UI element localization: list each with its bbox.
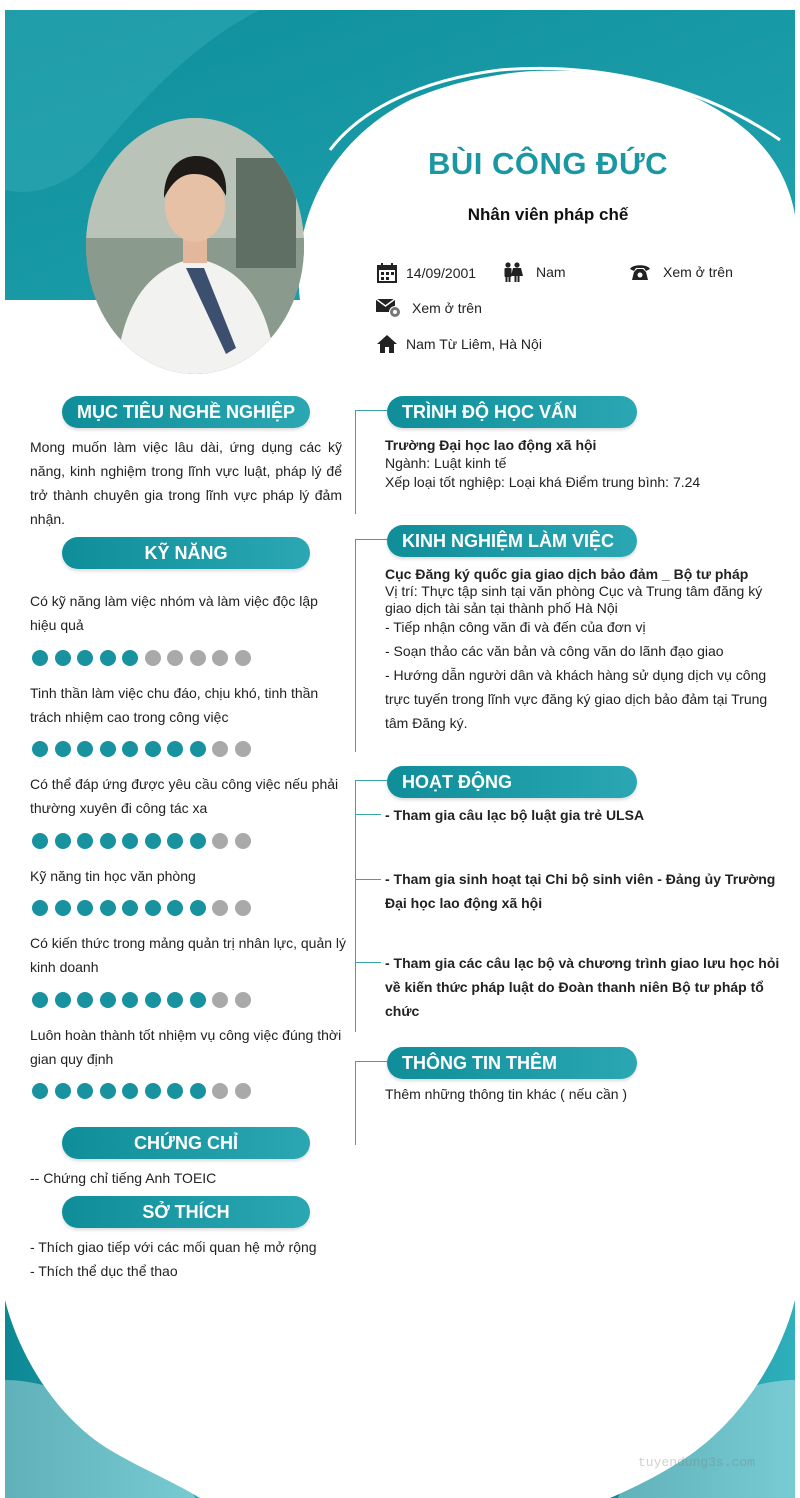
skill-text-6: Luôn hoàn thành tốt nhiệm vụ công việc đúng thời gian quy định — [30, 1027, 342, 1067]
rating-dot-filled — [32, 900, 48, 916]
hobby-item-2: - Thích thể dục thể thao — [30, 1263, 178, 1279]
rating-dot-filled — [77, 650, 93, 666]
rating-dot-empty — [167, 650, 183, 666]
timeline-line-extra — [355, 1061, 356, 1145]
skills-heading: KỸ NĂNG — [62, 537, 310, 569]
rating-dot-filled — [122, 1083, 138, 1099]
skill-text-2: Tinh thần làm việc chu đáo, chịu khó, tinh thần trách nhiệm cao trong công việc — [30, 685, 319, 725]
rating-dot-filled — [77, 992, 93, 1008]
rating-dot-filled — [100, 992, 116, 1008]
experience-company: Cục Đăng ký quốc gia giao dịch bảo đảm _ Bộ tư pháp — [385, 566, 749, 582]
gender-value: Nam — [536, 264, 566, 280]
rating-dot-filled — [100, 900, 116, 916]
skill-rating-4 — [32, 900, 257, 916]
activity-item-2: - Tham gia sinh hoạt tại Chi bộ sinh viên - Đảng ủy Trường Đại học lao động xã hội — [385, 871, 776, 911]
certificate-item: -- Chứng chỉ tiếng Anh TOEIC — [30, 1170, 217, 1186]
rating-dot-filled — [190, 833, 206, 849]
rating-dot-empty — [212, 1083, 228, 1099]
timeline-line-activities — [355, 780, 356, 1032]
experience-task-3: - Hướng dẫn người dân và khách hàng sử dụng dịch vụ công trực tuyến trong lĩnh vực đăng ký giao dịch bảo đảm tại Trung tâm Đăng ký. — [385, 667, 768, 731]
rating-dot-empty — [235, 741, 251, 757]
rating-dot-empty — [212, 650, 228, 666]
rating-dot-filled — [190, 1083, 206, 1099]
address-value: Nam Từ Liêm, Hà Nội — [406, 336, 542, 352]
rating-dot-filled — [77, 833, 93, 849]
email-info — [376, 298, 482, 318]
rating-dot-filled — [167, 992, 183, 1008]
activity-item-1: - Tham gia câu lạc bộ luật gia trẻ ULSA — [385, 807, 645, 823]
timeline-line-education — [355, 410, 356, 514]
rating-dot-filled — [145, 900, 161, 916]
rating-dot-filled — [122, 650, 138, 666]
rating-dot-filled — [100, 833, 116, 849]
rating-dot-filled — [100, 650, 116, 666]
extra-text: Thêm những thông tin khác ( nếu cần ) — [385, 1086, 628, 1102]
timeline-tick-extra — [355, 1061, 387, 1062]
home-icon — [376, 334, 398, 354]
objective-heading: MỤC TIÊU NGHỀ NGHIỆP — [62, 396, 310, 428]
phone-icon — [629, 262, 651, 282]
rating-dot-filled — [100, 741, 116, 757]
education-school: Trường Đại học lao động xã hội — [385, 437, 597, 453]
rating-dot-empty — [235, 1083, 251, 1099]
rating-dot-filled — [145, 741, 161, 757]
rating-dot-filled — [32, 741, 48, 757]
experience-position: Vị trí: Thực tập sinh tại văn phòng Cục và Trung tâm đăng ký giao dịch tài sản tại thành phố Hà Nội — [385, 583, 763, 616]
rating-dot-filled — [167, 900, 183, 916]
profile-photo — [86, 118, 304, 374]
rating-dot-filled — [100, 1083, 116, 1099]
rating-dot-filled — [55, 1083, 71, 1099]
skill-rating-5 — [32, 992, 257, 1008]
extra-heading: THÔNG TIN THÊM — [387, 1047, 637, 1079]
birthday-value: 14/09/2001 — [406, 265, 477, 281]
timeline-tick-activity-3 — [355, 962, 381, 963]
gender-info — [502, 262, 566, 282]
experience-task-2: - Soạn thảo các văn bản và công văn do lãnh đạo giao — [385, 643, 724, 659]
education-heading: TRÌNH ĐỘ HỌC VẤN — [387, 396, 637, 428]
skill-rating-3 — [32, 833, 257, 849]
email-value: Xem ở trên — [412, 300, 482, 316]
hobby-item-1: - Thích giao tiếp với các mối quan hệ mở rộng — [30, 1239, 317, 1255]
rating-dot-filled — [167, 833, 183, 849]
skill-text-4: Kỹ năng tin học văn phòng — [30, 868, 196, 884]
rating-dot-filled — [190, 741, 206, 757]
rating-dot-filled — [32, 833, 48, 849]
rating-dot-filled — [32, 1083, 48, 1099]
rating-dot-filled — [55, 650, 71, 666]
rating-dot-filled — [55, 833, 71, 849]
email-icon — [376, 298, 402, 318]
skill-text-1: Có kỹ năng làm việc nhóm và làm việc độc lập hiệu quả — [30, 593, 318, 633]
timeline-tick-education — [355, 410, 387, 411]
timeline-tick-activity-2 — [355, 879, 381, 880]
rating-dot-empty — [235, 650, 251, 666]
rating-dot-empty — [235, 833, 251, 849]
rating-dot-filled — [122, 833, 138, 849]
rating-dot-filled — [190, 992, 206, 1008]
phone-value: Xem ở trên — [663, 264, 733, 280]
timeline-line-experience — [355, 539, 356, 752]
skill-text-5: Có kiến thức trong mảng quản trị nhân lực, quản lý kinh doanh — [30, 935, 347, 975]
rating-dot-filled — [32, 992, 48, 1008]
objective-text: Mong muốn làm việc lâu dài, ứng dụng các kỹ năng, kinh nghiệm trong lĩnh vực luật, pháp lý để trở thành chuyên gia trong lĩnh vực pháp lý đảm nhận. — [30, 439, 342, 527]
education-grade: Xếp loại tốt nghiệp: Loại khá Điểm trung bình: 7.24 — [385, 474, 701, 490]
rating-dot-filled — [55, 992, 71, 1008]
activities-heading: HOẠT ĐỘNG — [387, 766, 637, 798]
candidate-name: BÙI CÔNG ĐỨC — [427, 146, 669, 181]
rating-dot-empty — [212, 992, 228, 1008]
rating-dot-empty — [212, 833, 228, 849]
rating-dot-filled — [122, 900, 138, 916]
timeline-tick-activities — [355, 780, 387, 781]
rating-dot-filled — [167, 1083, 183, 1099]
education-major: Ngành: Luật kinh tế — [385, 455, 507, 471]
rating-dot-filled — [145, 833, 161, 849]
skill-rating-1 — [32, 650, 257, 666]
skill-rating-2 — [32, 741, 257, 757]
timeline-tick-experience — [355, 539, 387, 540]
rating-dot-empty — [212, 741, 228, 757]
rating-dot-filled — [122, 992, 138, 1008]
experience-task-1: - Tiếp nhận công văn đi và đến của đơn vị — [385, 619, 646, 635]
rating-dot-filled — [77, 1083, 93, 1099]
calendar-icon — [376, 263, 398, 283]
rating-dot-filled — [77, 741, 93, 757]
rating-dot-filled — [55, 900, 71, 916]
rating-dot-empty — [235, 900, 251, 916]
rating-dot-empty — [212, 900, 228, 916]
rating-dot-filled — [122, 741, 138, 757]
rating-dot-empty — [190, 650, 206, 666]
person-illustration — [86, 118, 304, 374]
rating-dot-empty — [235, 992, 251, 1008]
phone-info — [629, 262, 733, 282]
rating-dot-empty — [145, 650, 161, 666]
rating-dot-filled — [55, 741, 71, 757]
rating-dot-filled — [32, 650, 48, 666]
skill-rating-6 — [32, 1083, 257, 1099]
rating-dot-filled — [167, 741, 183, 757]
hobbies-heading: SỞ THÍCH — [62, 1196, 310, 1228]
rating-dot-filled — [77, 900, 93, 916]
gender-icon — [502, 262, 524, 282]
certificates-heading: CHỨNG CHỈ — [62, 1127, 310, 1159]
rating-dot-filled — [145, 992, 161, 1008]
address-info — [376, 334, 542, 354]
watermark: tuyendung3s.com — [638, 1455, 756, 1470]
job-title: Nhân viên pháp chế — [467, 205, 629, 224]
timeline-tick-activity-1 — [355, 814, 381, 815]
experience-heading: KINH NGHIỆM LÀM VIỆC — [387, 525, 637, 557]
skill-text-3: Có thể đáp ứng được yêu cầu công việc nếu phải thường xuyên đi công tác xa — [30, 776, 339, 816]
rating-dot-filled — [145, 1083, 161, 1099]
birthday-info — [376, 263, 476, 283]
activity-item-3: - Tham gia các câu lạc bộ và chương trình giao lưu học hỏi về kiến thức pháp luật do Đoàn thanh niên Bộ tư pháp tổ chức — [385, 955, 780, 1019]
rating-dot-filled — [190, 900, 206, 916]
